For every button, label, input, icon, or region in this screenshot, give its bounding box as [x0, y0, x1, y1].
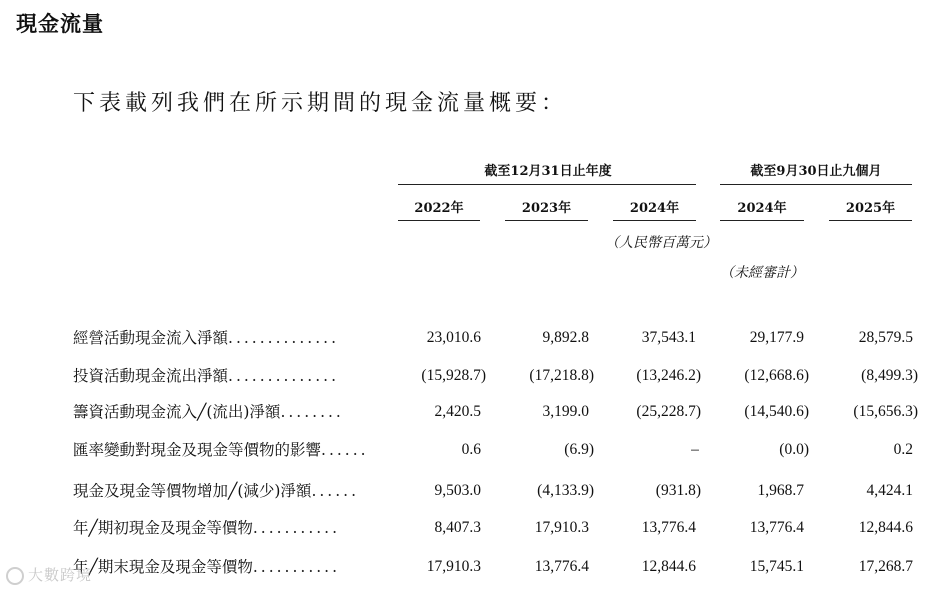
cell-value: 0.6 — [461, 441, 481, 458]
cell-value: 4,424.1 — [866, 482, 913, 499]
watermark — [6, 564, 92, 585]
cell-value: 1,968.7 — [757, 482, 804, 499]
cell-value: (14,540.6) — [744, 403, 809, 420]
header-year-2023: 2023年 — [521, 201, 572, 216]
row-label: 現金及現金等價物增加╱(減少)淨額 — [73, 482, 312, 500]
header-rule-2022 — [398, 220, 480, 221]
cell-value: 12,844.6 — [858, 519, 913, 536]
unit-note: （人民幣百萬元） — [605, 235, 717, 251]
row-label: 年╱期末現金及現金等價物 — [73, 558, 253, 576]
header-group-nine-months: 截至9月30日止九個月 — [750, 164, 882, 179]
leader-dots: ........... — [252, 558, 341, 576]
watermark-text: 大數跨境 — [28, 566, 93, 584]
watermark-logo-icon — [6, 567, 24, 585]
cell-value: 9,892.8 — [542, 329, 589, 346]
cell-value: 8,407.3 — [434, 519, 481, 536]
header-year-2022: 2022年 — [414, 201, 464, 216]
cell-value: 29,177.9 — [749, 329, 804, 346]
cell-value: 17,910.3 — [426, 558, 481, 575]
cell-value: 37,543.1 — [641, 329, 696, 346]
cell-value: 13,776.4 — [749, 519, 804, 536]
cell-value: 17,910.3 — [534, 519, 589, 536]
header-rule-2024 — [613, 220, 696, 221]
table-row — [0, 554, 932, 580]
header-rule-2025 — [829, 220, 912, 221]
unaudited-note: （未經審計） — [720, 265, 804, 281]
header-year-2025: 2025年 — [845, 201, 896, 216]
cell-value: – — [691, 441, 699, 458]
leader-dots: .............. — [228, 329, 339, 347]
intro-paragraph: 下表載列我們在所示期間的現金流量概要： — [73, 91, 568, 116]
leader-dots: ...... — [311, 482, 359, 500]
cell-value: 3,199.0 — [542, 403, 589, 420]
leader-dots: ........ — [280, 403, 344, 421]
table-row — [0, 399, 932, 425]
cell-value: 0.2 — [893, 441, 913, 458]
table-row — [0, 363, 932, 389]
header-rule-group2 — [720, 184, 912, 185]
row-label: 投資活動現金流出淨額 — [73, 367, 229, 385]
header-rule-2024-ninemonths — [720, 220, 804, 221]
header-rule-2023 — [505, 220, 588, 221]
cell-value: (6.9) — [564, 441, 594, 458]
cell-value: (931.8) — [655, 482, 701, 499]
cell-value: (12,668.6) — [744, 367, 809, 384]
row-label: 匯率變動對現金及現金等價物的影響 — [73, 441, 322, 459]
cell-value: 15,745.1 — [749, 558, 804, 575]
header-group-fiscal-year: 截至12月31日止年度 — [484, 164, 612, 179]
header-year-2024-ninemonths: 2024年 — [737, 201, 787, 216]
table-row — [0, 515, 932, 541]
cell-value: (4,133.9) — [537, 482, 594, 499]
cell-value: (8,499.3) — [861, 367, 918, 384]
cell-value: 28,579.5 — [858, 329, 913, 346]
leader-dots: ...... — [321, 441, 369, 459]
cell-value: 17,268.7 — [858, 558, 913, 575]
leader-dots: .............. — [228, 367, 339, 385]
cell-value: 9,503.0 — [434, 482, 481, 499]
cell-value: (15,656.3) — [853, 403, 918, 420]
cell-value: (0.0) — [779, 441, 809, 458]
header-year-2024: 2024年 — [629, 201, 680, 216]
table-row — [0, 325, 932, 351]
cell-value: (15,928.7) — [421, 367, 486, 384]
cell-value: 12,844.6 — [641, 558, 696, 575]
cell-value: 13,776.4 — [641, 519, 696, 536]
table-row — [0, 437, 932, 463]
cell-value: (13,246.2) — [636, 367, 701, 384]
header-rule-group1 — [398, 184, 696, 185]
row-label: 籌資活動現金流入╱(流出)淨額 — [73, 403, 281, 421]
cell-value: 13,776.4 — [534, 558, 589, 575]
leader-dots: ........... — [252, 519, 341, 537]
table-row — [0, 478, 932, 504]
cell-value: (17,218.8) — [529, 367, 594, 384]
cell-value: 2,420.5 — [434, 403, 481, 420]
cell-value: (25,228.7) — [636, 403, 701, 420]
section-title: 現金流量 — [16, 12, 104, 36]
cell-value: 23,010.6 — [426, 329, 481, 346]
row-label: 經營活動現金流入淨額 — [73, 329, 229, 347]
row-label: 年╱期初現金及現金等價物 — [73, 519, 253, 537]
